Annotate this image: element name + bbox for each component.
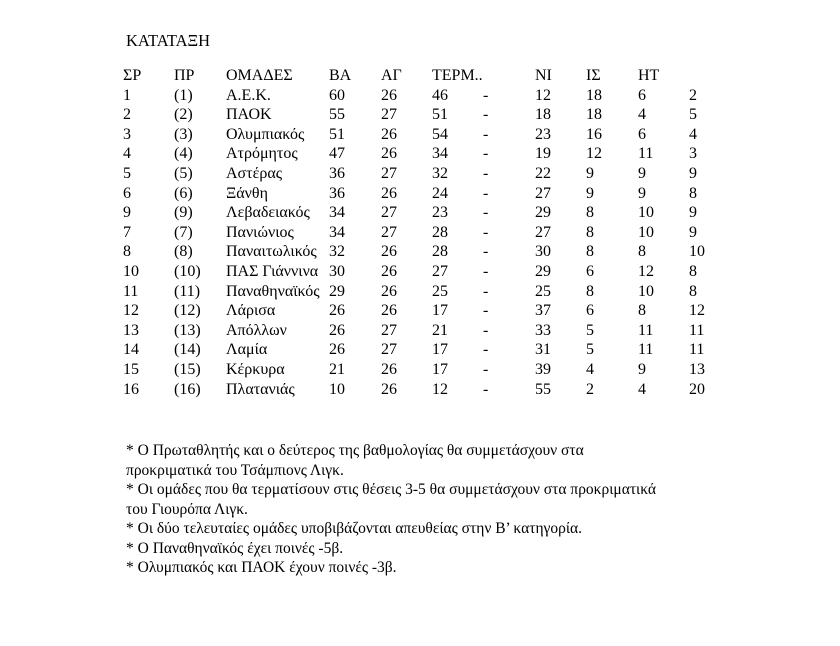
- cell-goal-separator: -: [483, 321, 489, 339]
- cell-games: 27: [381, 223, 397, 241]
- cell-extra: 13: [689, 360, 705, 378]
- cell-prev-rank: (9): [174, 204, 193, 222]
- cell-draws: 6: [586, 302, 594, 320]
- cell-draws: 5: [586, 341, 594, 359]
- column-header-points: ΒΑ: [329, 67, 352, 84]
- cell-points: 26: [329, 321, 345, 339]
- cell-games: 27: [381, 321, 397, 339]
- cell-team: Ατρόμητος: [226, 145, 298, 163]
- cell-wins: 29: [535, 204, 551, 222]
- cell-rank: 6: [123, 184, 131, 202]
- table-row: [123, 86, 717, 106]
- table-row: [123, 321, 717, 341]
- cell-games: 26: [381, 125, 397, 143]
- cell-games: 27: [381, 204, 397, 222]
- cell-prev-rank: (1): [174, 86, 193, 104]
- cell-games: 27: [381, 164, 397, 182]
- cell-goals-for: 51: [432, 106, 448, 124]
- footnote-line: * Οι δύο τελευταίες ομάδες υποβιβάζονται απευθείας στην Β’ κατηγορία.: [126, 520, 583, 537]
- column-header-games: ΑΓ: [381, 67, 402, 84]
- cell-extra: 8: [689, 262, 697, 280]
- cell-wins: 23: [535, 125, 551, 143]
- cell-wins: 22: [535, 164, 551, 182]
- cell-losses: 6: [638, 125, 646, 143]
- cell-goals-for: 24: [432, 184, 448, 202]
- cell-wins: 37: [535, 302, 551, 320]
- cell-rank: 4: [123, 145, 131, 163]
- page-title: ΚΑΤΑΤΑΞΗ: [126, 31, 211, 50]
- cell-rank: 1: [123, 86, 131, 104]
- cell-goal-separator: -: [483, 282, 489, 300]
- cell-points: 36: [329, 164, 345, 182]
- cell-goals-for: 27: [432, 262, 448, 280]
- cell-team: Αστέρας: [226, 164, 283, 182]
- cell-team: Α.Ε.Κ.: [226, 86, 271, 104]
- cell-goal-separator: -: [483, 223, 489, 241]
- cell-rank: 3: [123, 125, 131, 143]
- cell-rank: 2: [123, 106, 131, 124]
- cell-points: 30: [329, 262, 345, 280]
- cell-prev-rank: (12): [174, 302, 201, 320]
- table-row: [123, 125, 717, 145]
- cell-goals-for: 17: [432, 302, 448, 320]
- cell-extra: 11: [689, 341, 705, 359]
- cell-points: 51: [329, 125, 345, 143]
- cell-team: Λάρισα: [226, 302, 276, 320]
- cell-wins: 27: [535, 223, 551, 241]
- cell-goals-for: 34: [432, 145, 448, 163]
- cell-losses: 8: [638, 302, 646, 320]
- table-row: [123, 360, 717, 380]
- cell-prev-rank: (3): [174, 125, 193, 143]
- table-row: [123, 184, 717, 204]
- cell-losses: 10: [638, 204, 654, 222]
- cell-rank: 14: [123, 341, 139, 359]
- cell-wins: 18: [535, 106, 551, 124]
- table-row: [123, 105, 717, 125]
- table-row: [123, 223, 717, 243]
- cell-games: 26: [381, 145, 397, 163]
- footnote-line: προκριματικά του Τσάμπιονς Λιγκ.: [126, 461, 344, 479]
- footnote-line: * Ο Παναθηναϊκός έχει ποινές -5β.: [126, 539, 344, 557]
- cell-wins: 30: [535, 243, 551, 261]
- cell-rank: 7: [123, 223, 131, 241]
- cell-goal-separator: -: [483, 145, 489, 163]
- cell-losses: 11: [638, 341, 654, 359]
- cell-extra: 3: [689, 145, 697, 163]
- cell-prev-rank: (10): [174, 262, 201, 280]
- footnote-line: * Οι ομάδες που θα τερματίσουν στις θέσεις 3-5 θα συμμετάσχουν στα προκριματικά: [126, 481, 657, 498]
- cell-team: Κέρκυρα: [226, 360, 285, 378]
- cell-draws: 18: [586, 86, 602, 104]
- cell-goal-separator: -: [483, 184, 489, 202]
- cell-rank: 16: [123, 380, 139, 398]
- cell-points: 34: [329, 223, 345, 241]
- cell-points: 26: [329, 302, 345, 320]
- cell-losses: 10: [638, 223, 654, 241]
- cell-team: Παναιτωλικός: [226, 243, 317, 261]
- cell-points: 26: [329, 341, 345, 359]
- cell-draws: 5: [586, 321, 594, 339]
- cell-rank: 15: [123, 360, 139, 378]
- column-header-wins: ΝΙ: [535, 67, 552, 84]
- cell-goals-for: 46: [432, 86, 448, 104]
- cell-points: 47: [329, 145, 345, 163]
- cell-points: 32: [329, 243, 345, 261]
- cell-goals-for: 25: [432, 282, 448, 300]
- cell-wins: 27: [535, 184, 551, 202]
- cell-rank: 12: [123, 302, 139, 320]
- cell-goal-separator: -: [483, 125, 489, 143]
- cell-draws: 18: [586, 106, 602, 124]
- cell-goal-separator: -: [483, 341, 489, 359]
- cell-losses: 12: [638, 262, 654, 280]
- cell-losses: 9: [638, 360, 646, 378]
- column-header-extra: [689, 66, 717, 86]
- table-row: [123, 262, 717, 282]
- cell-team: Λαμία: [226, 341, 268, 359]
- cell-extra: 9: [689, 204, 697, 222]
- cell-rank: 10: [123, 262, 139, 280]
- cell-rank: 11: [123, 282, 139, 300]
- table-header-row: [123, 66, 717, 86]
- cell-extra: 4: [689, 125, 697, 143]
- table-row: [123, 144, 717, 164]
- table-row: [123, 301, 717, 321]
- cell-extra: 10: [689, 243, 705, 261]
- cell-team: Πλατανιάς: [226, 380, 295, 398]
- cell-goal-separator: -: [483, 106, 489, 124]
- column-header-rank: ΣΡ: [123, 67, 142, 84]
- cell-goals-for: 17: [432, 341, 448, 359]
- cell-wins: 31: [535, 341, 551, 359]
- cell-losses: 10: [638, 282, 654, 300]
- cell-games: 26: [381, 86, 397, 104]
- cell-draws: 9: [586, 184, 594, 202]
- cell-prev-rank: (4): [174, 145, 193, 163]
- cell-wins: 19: [535, 145, 551, 163]
- cell-draws: 8: [586, 223, 594, 241]
- table-body: [123, 86, 717, 400]
- cell-extra: 9: [689, 223, 697, 241]
- table-row: [123, 164, 717, 184]
- cell-draws: 2: [586, 380, 594, 398]
- cell-goal-separator: -: [483, 204, 489, 222]
- cell-goals-for: 21: [432, 321, 448, 339]
- cell-rank: 9: [123, 204, 131, 222]
- column-header-goal-separator: [483, 66, 535, 86]
- cell-losses: 9: [638, 184, 646, 202]
- cell-prev-rank: (5): [174, 164, 193, 182]
- cell-extra: 8: [689, 282, 697, 300]
- cell-games: 26: [381, 243, 397, 261]
- cell-games: 26: [381, 282, 397, 300]
- cell-goals-for: 32: [432, 164, 448, 182]
- table-row: [123, 380, 717, 400]
- cell-losses: 8: [638, 243, 646, 261]
- cell-goals-for: 28: [432, 223, 448, 241]
- cell-points: 34: [329, 204, 345, 222]
- cell-draws: 6: [586, 262, 594, 280]
- cell-draws: 12: [586, 145, 602, 163]
- cell-extra: 11: [689, 321, 705, 339]
- column-header-draws: ΙΣ: [586, 67, 601, 84]
- table-row: [123, 242, 717, 262]
- footnote-line: * Ο Πρωταθλητής και ο δεύτερος της βαθμολογίας θα συμμετάσχουν στα: [126, 442, 584, 459]
- cell-goals-for: 54: [432, 125, 448, 143]
- footnotes: [126, 441, 726, 578]
- cell-draws: 8: [586, 282, 594, 300]
- cell-team: Απόλλων: [226, 321, 287, 339]
- cell-draws: 9: [586, 164, 594, 182]
- cell-prev-rank: (6): [174, 184, 193, 202]
- cell-extra: 12: [689, 302, 705, 320]
- cell-games: 27: [381, 341, 397, 359]
- cell-extra: 20: [689, 380, 705, 398]
- cell-prev-rank: (13): [174, 321, 201, 339]
- cell-games: 26: [381, 302, 397, 320]
- cell-losses: 11: [638, 321, 654, 339]
- cell-losses: 4: [638, 380, 646, 398]
- cell-prev-rank: (16): [174, 380, 201, 398]
- cell-goal-separator: -: [483, 86, 489, 104]
- cell-games: 27: [381, 106, 397, 124]
- table-row: [123, 282, 717, 302]
- cell-draws: 8: [586, 204, 594, 222]
- column-header-team: ΟΜΑΔΕΣ: [226, 67, 293, 84]
- cell-goals-for: 28: [432, 243, 448, 261]
- cell-rank: 13: [123, 321, 139, 339]
- cell-points: 29: [329, 282, 345, 300]
- cell-prev-rank: (7): [174, 223, 193, 241]
- cell-losses: 4: [638, 106, 646, 124]
- cell-goal-separator: -: [483, 360, 489, 378]
- table-row: [123, 340, 717, 360]
- cell-wins: 33: [535, 321, 551, 339]
- cell-team: ΠΑΟΚ: [226, 106, 272, 124]
- cell-losses: 11: [638, 145, 654, 163]
- cell-goals-for: 23: [432, 204, 448, 222]
- cell-games: 26: [381, 380, 397, 398]
- cell-goal-separator: -: [483, 262, 489, 280]
- cell-draws: 16: [586, 125, 602, 143]
- cell-extra: 2: [689, 86, 697, 104]
- cell-goal-separator: -: [483, 302, 489, 320]
- cell-team: Λεβαδειακός: [226, 204, 310, 222]
- cell-rank: 8: [123, 243, 131, 261]
- cell-wins: 55: [535, 380, 551, 398]
- cell-team: Ολυμπιακός: [226, 125, 305, 143]
- cell-goal-separator: -: [483, 380, 489, 398]
- cell-wins: 25: [535, 282, 551, 300]
- cell-prev-rank: (8): [174, 243, 193, 261]
- cell-goals-for: 17: [432, 360, 448, 378]
- cell-points: 36: [329, 184, 345, 202]
- standings-table: [123, 66, 717, 399]
- footnote-line: του Γιουρόπα Λιγκ.: [126, 500, 248, 518]
- table-row: [123, 203, 717, 223]
- cell-prev-rank: (2): [174, 106, 193, 124]
- cell-team: ΠΑΣ Γιάννινα: [226, 262, 319, 280]
- column-header-prev-rank: ΠΡ: [174, 67, 195, 84]
- cell-games: 26: [381, 262, 397, 280]
- cell-rank: 5: [123, 164, 131, 182]
- cell-extra: 8: [689, 184, 697, 202]
- cell-points: 10: [329, 380, 345, 398]
- cell-points: 21: [329, 360, 345, 378]
- cell-goal-separator: -: [483, 243, 489, 261]
- cell-wins: 12: [535, 86, 551, 104]
- cell-points: 60: [329, 86, 345, 104]
- cell-prev-rank: (14): [174, 341, 201, 359]
- column-header-losses: ΗΤ: [638, 67, 660, 84]
- cell-games: 26: [381, 360, 397, 378]
- cell-losses: 9: [638, 164, 646, 182]
- cell-points: 55: [329, 106, 345, 124]
- cell-goal-separator: -: [483, 164, 489, 182]
- column-header-goals-for: ΤΕΡΜ..: [432, 67, 483, 84]
- footnote-line: * Ολυμπιακός και ΠΑΟΚ έχουν ποινές -3β.: [126, 559, 397, 576]
- cell-goals-for: 12: [432, 380, 448, 398]
- cell-wins: 39: [535, 360, 551, 378]
- cell-draws: 4: [586, 360, 594, 378]
- cell-games: 26: [381, 184, 397, 202]
- cell-team: Πανιώνιος: [226, 223, 294, 241]
- cell-prev-rank: (15): [174, 360, 201, 378]
- cell-prev-rank: (11): [174, 282, 201, 300]
- cell-extra: 9: [689, 164, 697, 182]
- cell-draws: 8: [586, 243, 594, 261]
- cell-team: Παναθηναϊκός: [226, 282, 320, 300]
- cell-team: Ξάνθη: [226, 184, 268, 202]
- cell-extra: 5: [689, 106, 697, 124]
- cell-wins: 29: [535, 262, 551, 280]
- cell-losses: 6: [638, 86, 646, 104]
